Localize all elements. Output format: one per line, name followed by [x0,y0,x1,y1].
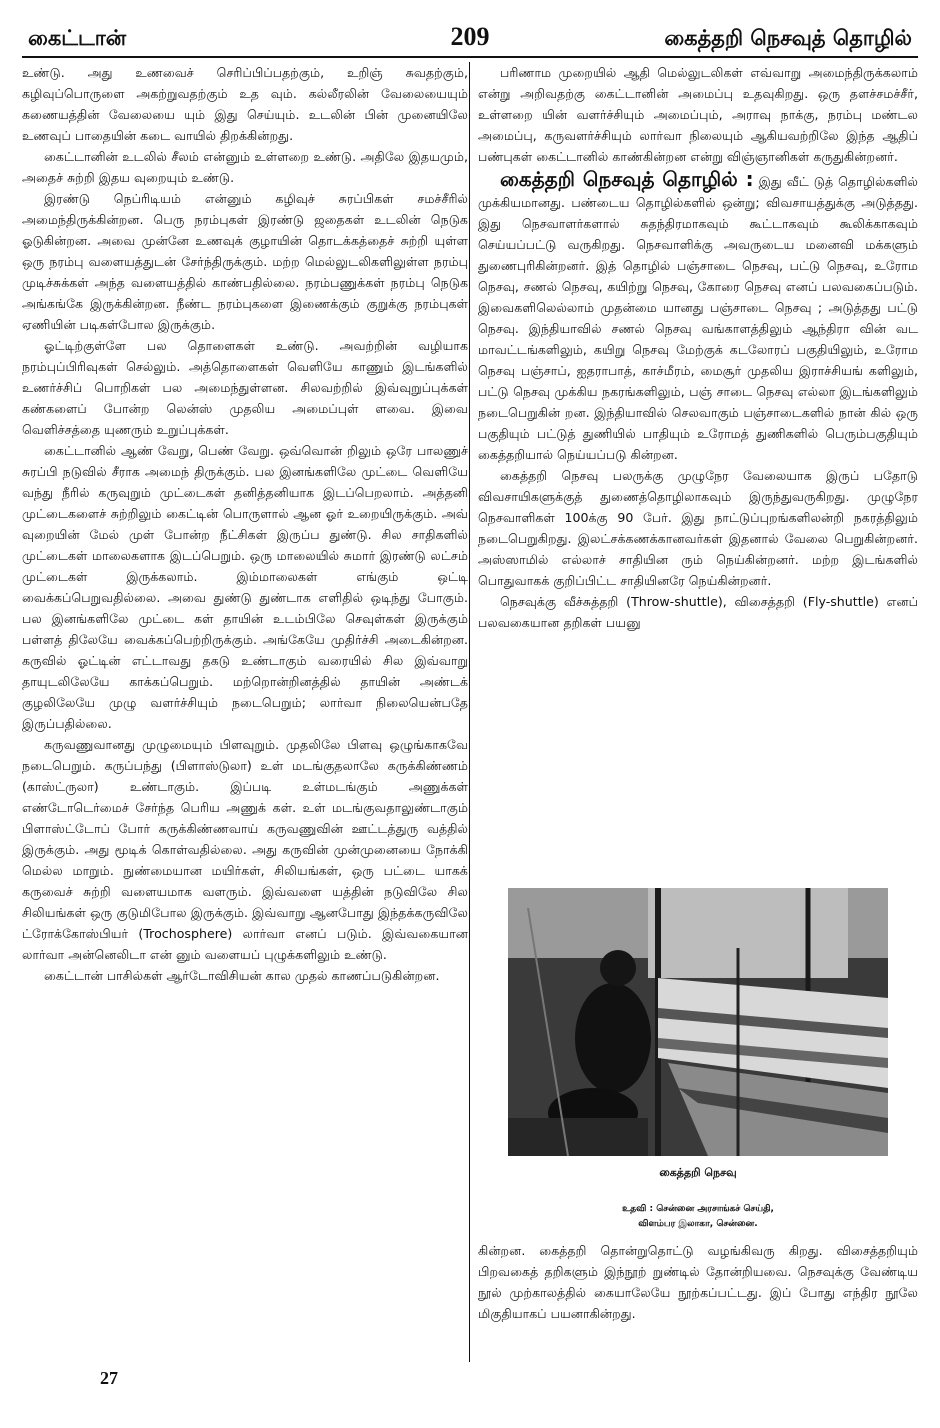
page-number-top: 209 [450,22,490,51]
running-head-left: கைட்டான் [28,26,127,50]
figure-credit [478,1202,918,1232]
column-divider [469,62,470,1362]
page-header [22,8,918,58]
paragraph: கருவணுவானது முழுமையும் பிளவுறும். முதலிலே பிளவு ஒழுங்காகவே நடைபெறும். கருப்பந்து (பிளாஸ்டுலா) உள் மடங்குதலாலே கருக்கிண்ணம் (காஸ்ட்ருலா) உண்டாகும். இப்படி உள்மடங்கும் அணுக்கள் எண்டோடெர்மைச் சேர்ந்த பெரிய அணுக் கள். உள் மடங்குவதாலுண்டாகும் பிளாஸ்ட்டோப் போர் கருக்கிண்ணவாய் கருவணுவின் ஊட்டத்துரு வத்தில் இருக்கும். அது மூடிக் கொள்வதில்லை. அது கருவின் முன்முனையை நோக்கி மெல்ல மாறும். நுண்மையான மயிர்கள், சிலியங்கள், ஒரு பட்டை யாகக் கருவைச் சுற்றி வளையமாக வளரும். இவ்வளை யத்தின் நடுவிலே சில சிலியங்கள் ஒரு குடுமிபோல இருக்கும். இவ்வாறு ஆனபோது இந்தக்கருவிலே ட்ரோக்கோஸ்பியர் (Trochosphere) லார்வா எனப் படும். இவ்வகையான லார்வா அன்னெலிடா என் னும் வளையப் புழுக்களிலும் உண்டு. [22,737,468,962]
paragraph: கைட்டானில் ஆண் வேறு, பெண் வேறு. ஒவ்வொன் றிலும் ஒரே பாலணுச் சுரப்பி நடுவில் சீராக அமைந் திருக்கும். பல இனங்களிலே முட்டை வெளியே வந்து நீரில் கருவுறும் முட்டைகள் தனித்தனியாக இடப்பெறலாம். அத்தனி முட்டைகளைச் சுற்றிலும் கைட்டின் பொருளால் ஆன ஓர் உறையிருக்கும். அவ் வுறையின் மேல் முள் போன்ற நீட்சிகள் இருப்ப துண்டு. சில சாதிகளில் முட்டைகள் மாலைகளாக இடப்பெறும். ஒரு மாலையில் சுமார் இரண்டு லட்சம் முட்டைகள் இருக்கலாம். இம்மாலைகள் எங்கும் ஒட்டி வைக்கப்பெறுவதில்லை. அவை துண்டு துண்டாக எளிதில் ஒடிந்து போகும். பல இனங்களிலே முட்டை கள் தாயின் உடம்பிலே செவுள்கள் இருக்கும் பள்ளத் திலேயே வைக்கப்பெற்றிருக்கும். அங்கேயே முதிர்ச்சி அடைகின்றன. கருவில் ஓட்டின் எட்டாவது தகடு உண்டாகும் வரையில் சில இவ்வாறு தாயுடலிலேயே காக்கப்பெறும். மற்றொன்றினத்தில் தாயின் அண்டக் குழலிலேயே முழு வளர்ச்சியும் நடைபெறும்; லார்வா நிலையென்பதே இருப்பதில்லை. [22,443,468,731]
figure-caption: கைத்தறி நெசவு [659,1166,737,1179]
handloom-photo [508,888,888,1156]
section-paragraph [478,167,918,465]
credit-line: உதவி : சென்னை அரசாங்கச் செய்தி, [622,1204,774,1214]
credit-line: விளம்பர இலாகா, சென்னை. [638,1219,758,1229]
paragraph: உண்டு. அது உணவைச் செரிப்பிப்பதற்கும், உறிஞ் சுவதற்கும், கழிவுப்பொருளை அகற்றுவதற்கும் உத வும். கல்லீரலின் வேலையையும் கணையத்தின் வேலையை யும் இது செய்யும். உடலின் பின் முனையிலே உணவுப் பாதையின் கடை வாயில் திறக்கின்றது. [22,65,468,143]
paragraph: கைத்தறி நெசவு பலருக்கு முழுநேர வேலையாக இருப் பதோடு விவசாயிகளுக்குத் துணைத்தொழிலாகவும் இருந்துவருகிறது. முழுநேர நெசவாளிகள் 100க்கு 90 பேர். இது நாட்டுப்புறங்களிலன்றி நகரத்திலும் நடைபெறுகிறது. இலட்சக்கணக்கானவர்கள் இதனால் வேலை பெறுகின்றனர். அஸ்ஸாமில் எல்லாச் சாதியின ரும் நெய்கின்றனர். மற்ற இடங்களில் பொதுவாகக் குறிப்பிட்ட சாதியினரே நெய்கின்றனர். [478,468,918,588]
continued-paragraph: கின்றன. கைத்தறி தொன்றுதொட்டு வழங்கிவரு கிறது. விசைத்தறியும் பிறவகைத் தறிகளும் இந்நூற் றுண்டில் தோன்றியவை. நெசவுக்கு வேண்டிய நூல் முற்காலத்தில் கையாலேயே நூற்கப்பட்டது. இப் போது எந்திர நூலே மிகுதியாகப் பயனாகின்றது. [478,1243,918,1321]
paragraph: ஓட்டிற்குள்ளே பல தொளைகள் உண்டு. அவற்றின் வழியாக நரம்புப்பிரிவுகள் செல்லும். அத்தொளைகள் வெளியே காணும் இடங்களில் உணர்ச்சிப் பொறிகள் பல அமைந்துள்ளன. சிலவற்றில் இவ்வுறுப்புக்கள் கண்களைப் போன்ற லென்ஸ் முதலிய அமைப்புள் ளவை. இவை வெளிச்சத்தை யுணரும் உறுப்புக்கள். [22,338,468,437]
section-heading: கைத்தறி நெசவுத் தொழில் : [500,167,754,191]
section-text: இது வீட் டுத் தொழில்களில் முக்கியமானது. பண்டைய தொழில்களில் ஒன்று; விவசாயத்துக்கு அடுத்தது. இது நெசவாளர்களால் சுதந்திரமாகவும் கூட்டாகவும் கூலிக்காகவும் செய்யப்பட்டு வருகிறது. நெசவாளிக்கு அவருடைய மனைவி மக்களும் துணைபுரிகின்றனர். இத் தொழில் பஞ்சாடை நெசவு, பட்டு நெசவு, உரோம நெசவு, சணல் நெசவு, கயிற்று நெசவு, கோரை நெசவு எனப் பலவகைப்படும். இவைகளிலெல்லாம் முதன்மை யானது பஞ்சாடை நெசவு ; அடுத்தது பட்டு நெசவு. இந்தியாவில் சணல் நெசவு வங்காளத்திலும் ஆந்திரா வின் வட மாவட்டங்களிலும், கயிறு நெசவு மேற்குக் கடலோரப் பகுதியிலும், உரோம நெசவு பஞ்சாப், ஐதராபாத், காச்மீரம், மைசூர் முதலிய இராச்சியங் களிலும், பட்டு நெசவு முக்கிய நகரங்களிலும், பஞ் சாடை நெசவு எல்லா இடங்களிலும் நடைபெறுகின் றன. இந்தியாவில் செலவாகும் பஞ்சாடைகளில் நான் கில் ஒரு பகுதியும் பட்டுத் துணியில் பாதியும் உரோமத் துணிகளில் பெரும்பகுதியும் கைத்தறியால் நெய்யப்படு கின்றன. [478,174,918,462]
paragraph: பரிணாம முறையில் ஆதி மெல்லுடலிகள் எவ்வாறு அமைந்திருக்கலாம் என்று அறிவதற்கு கைட்டானின் அமைப்பு உதவுகிறது. ஒரு தளச்சமச்சீர், உள்ளறை யின் வளர்ச்சியும் அமைப்பும், அராவு நாக்கு, நரம்பு மண்டல அமைப்பு, கருவளர்ச்சியும் லார்வா நிலையும் ஆகியவற்றிலே இந்த ஆதிப் பண்புகள் கைட்டானில் காண்கின்றன என்று விஞ்ஞானிகள் கருதுகின்றனர். [478,65,918,164]
paragraph: இரண்டு நெப்ரிடியம் என்னும் கழிவுச் சுரப்பிகள் சமச்சீரில் அமைந்திருக்கின்றன. பெரு நரம்புகள் இரண்டு ஜதைகள் உடலின் நெடுக ஓடுகின்றன. அவை முன்னே உணவுக் குழாயின் தொடக்கத்தைச் சுற்றி யுள்ள ஒரு நரம்பு வளையத்துடன் சேர்ந்திருக்கும். மற்ற மெல்லுடலிகளிலுள்ள நரம்பு முடிச்சுக்கள் அந்த வளையத்தில் காண்பதில்லை. நரம்பணுக்கள் நரம்பு நெடுக அங்கங்கே இருக்கின்றன. நீண்ட நரம்புகளை இணைக்கும் குறுக்கு நரம்புகள் ஏணியின் படிகள்போல இருக்கும். [22,191,468,332]
running-head-right: கைத்தறி நெசவுத் தொழில் [664,26,912,50]
paragraph: நெசவுக்கு வீச்சுத்தறி (Throw-shuttle), விசைத்தறி (Fly-shuttle) எனப் பலவகையான தறிகள் பயனு [478,594,918,630]
photo-illustration [508,888,888,1156]
paragraph: கைட்டான் பாசில்கள் ஆர்டோவிசியன் கால முதல் காணப்படுகின்றன. [44,968,440,983]
page-number-bottom: 27 [100,1368,118,1388]
left-column [22,62,468,1362]
paragraph: கைட்டானின் உடலில் சீலம் என்னும் உள்ளறை உண்டு. அதிலே இதயமும், அதைச் சுற்றி இதய வுறையும் உண்டு. [22,149,468,185]
